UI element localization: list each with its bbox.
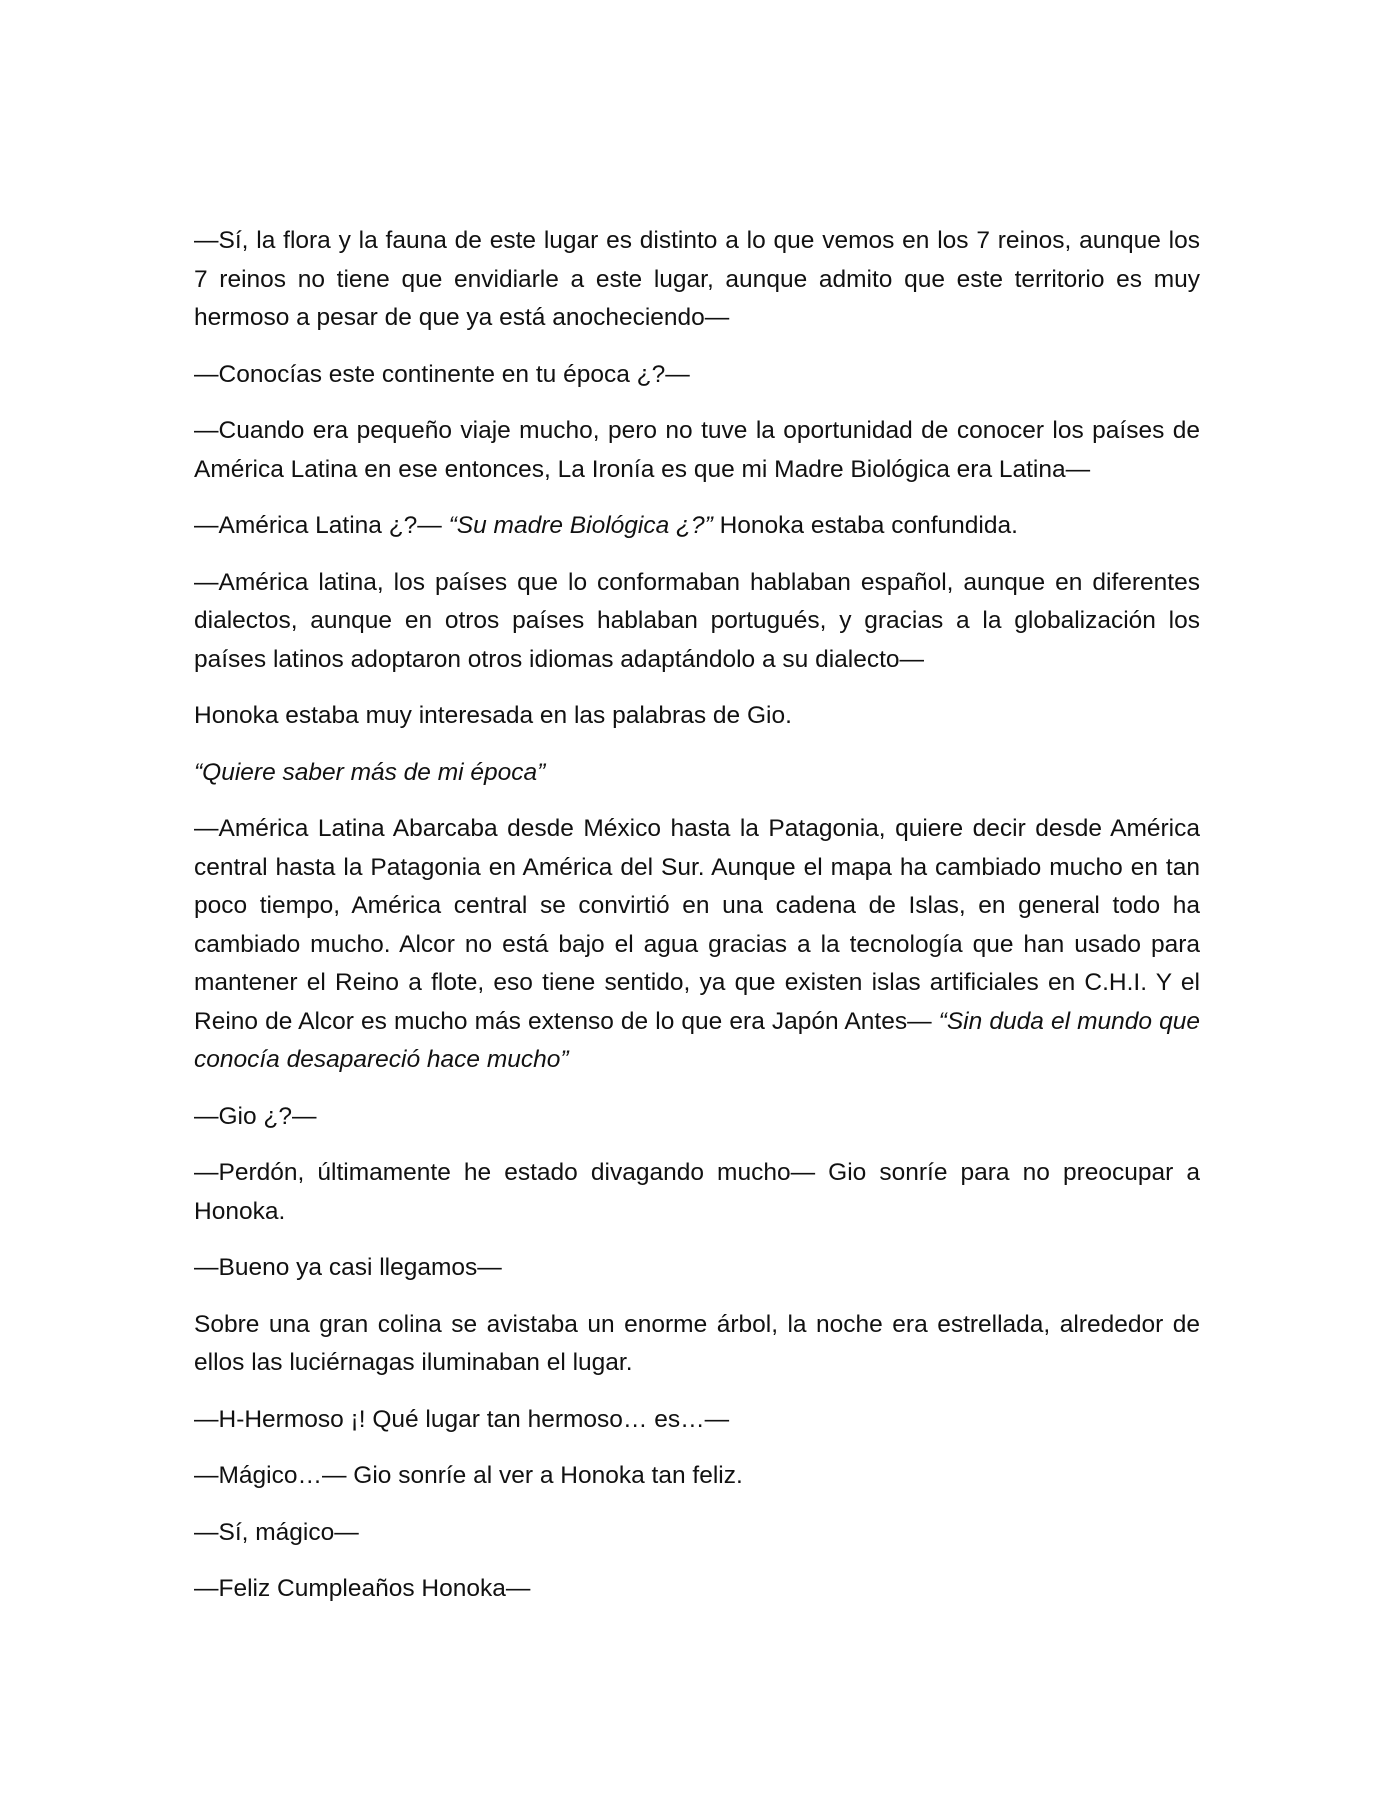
paragraph-8: [194, 810, 1200, 1080]
paragraph-text: —Mágico…— Gio sonríe al ver a Honoka tan feliz.: [194, 1462, 743, 1489]
paragraph-16: [194, 1570, 1200, 1609]
paragraph-13: [194, 1401, 1200, 1440]
paragraph-9: [194, 1098, 1200, 1137]
paragraph-italic-thought: “Su madre Biológica ¿?”: [448, 512, 713, 539]
paragraph-text: —Sí, mágico—: [194, 1518, 359, 1546]
paragraph-5: [194, 564, 1200, 680]
paragraph-7: [194, 754, 1200, 793]
document-body: [194, 222, 1200, 1627]
paragraph-2: [194, 356, 1200, 395]
paragraph-10: [194, 1154, 1200, 1231]
paragraph-text: Honoka estaba muy interesada en las palabras de Gio.: [194, 702, 792, 729]
paragraph-text-after: Honoka estaba confundida.: [712, 512, 1018, 539]
paragraph-3: [194, 412, 1200, 489]
paragraph-italic-thought: “Quiere saber más de mi época”: [194, 758, 546, 786]
paragraph-text: —Bueno ya casi llegamos—: [194, 1254, 502, 1281]
paragraph-text: —América latina, los países que lo conformaban hablaban español, aunque en diferentes dialectos, aunque en otros países hablaban portugués, y gracias a la globalización los países latinos adoptaron otros idiomas adaptándolo a su dialecto—: [194, 568, 1200, 673]
paragraph-12: [194, 1306, 1200, 1383]
paragraph-11: [194, 1249, 1200, 1288]
paragraph-text: —América Latina ¿?—: [194, 512, 449, 539]
paragraph-text: —Perdón, últimamente he estado divagando mucho— Gio sonríe para no preocupar a Honoka.: [194, 1159, 1200, 1225]
paragraph-15: [194, 1514, 1200, 1553]
paragraph-text: —Conocías este continente en tu época ¿?—: [194, 360, 690, 388]
paragraph-6: [194, 697, 1200, 736]
paragraph-text: Sobre una gran colina se avistaba un enorme árbol, la noche era estrellada, alrededor de ellos las luciérnagas iluminaban el lugar.: [194, 1310, 1200, 1376]
paragraph-text: —H-Hermoso ¡! Qué lugar tan hermoso… es…—: [194, 1405, 730, 1433]
paragraph-text: —América Latina Abarcaba desde México hasta la Patagonia, quiere decir desde América central hasta la Patagonia en América del Sur. Aunque el mapa ha cambiado mucho en tan poco tiempo, América central se convirtió en una cadena de Islas, en general todo ha cambiado mucho. Alcor no está bajo el agua gracias a la tecnología que han usado para mantener el Reino a flote, eso tiene sentido, ya que existen islas artificiales en C.H.I. Y el Reino de Alcor es mucho más extenso de lo que era Japón Antes—: [194, 815, 1200, 1035]
paragraph-text: —Cuando era pequeño viaje mucho, pero no tuve la oportunidad de conocer los países de América Latina en ese entonces, La Ironía es que mi Madre Biológica era Latina—: [194, 417, 1200, 483]
paragraph-14: [194, 1457, 1200, 1496]
paragraph-text: —Sí, la flora y la fauna de este lugar es distinto a lo que vemos en los 7 reinos, aunque los 7 reinos no tiene que envidiarle a este lugar, aunque admito que este territorio es muy hermoso a pesar de que ya está anocheciendo—: [194, 227, 1200, 331]
paragraph-4: [194, 507, 1200, 546]
paragraph-1: [194, 222, 1200, 338]
paragraph-text: —Gio ¿?—: [194, 1102, 317, 1130]
paragraph-italic-thought: “Sin duda el mundo que conocía desapareció hace mucho”: [194, 1007, 1200, 1073]
paragraph-text: —Feliz Cumpleaños Honoka—: [194, 1575, 531, 1602]
